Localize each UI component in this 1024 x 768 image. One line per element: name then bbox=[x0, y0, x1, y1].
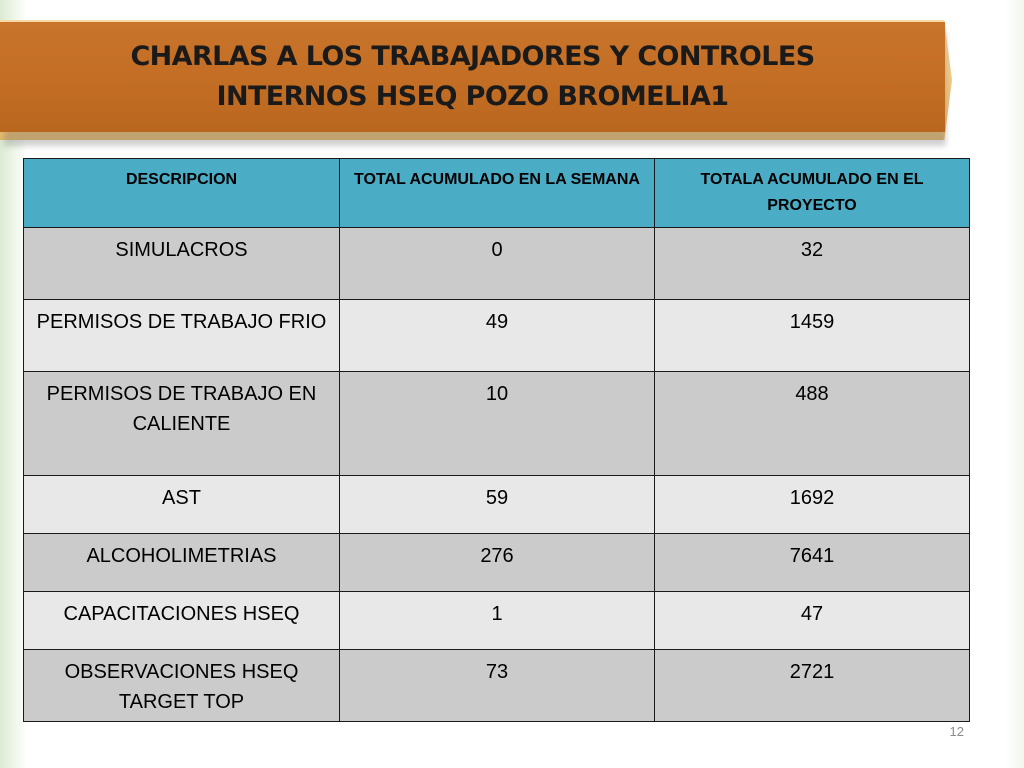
cell-proyecto: 47 bbox=[655, 592, 970, 650]
cell-proyecto: 1692 bbox=[655, 476, 970, 534]
cell-semana: 0 bbox=[340, 228, 655, 300]
table-row bbox=[24, 228, 970, 300]
table-row bbox=[24, 534, 970, 592]
table-row bbox=[24, 300, 970, 372]
cell-descripcion: ALCOHOLIMETRIAS bbox=[24, 534, 340, 592]
title-banner bbox=[0, 22, 945, 132]
slide-title-line-1: CHARLAS A LOS TRABAJADORES Y CONTROLES bbox=[130, 41, 815, 72]
header-total-proyecto: TOTALA ACUMULADO EN EL PROYECTO bbox=[655, 159, 970, 228]
cell-descripcion: OBSERVACIONES HSEQ TARGET TOP bbox=[24, 650, 340, 722]
table-row bbox=[24, 372, 970, 476]
cell-descripcion: PERMISOS DE TRABAJO FRIO bbox=[24, 300, 340, 372]
table-header-row bbox=[24, 159, 970, 228]
table-row bbox=[24, 476, 970, 534]
cell-proyecto: 1459 bbox=[655, 300, 970, 372]
right-decorative-edge bbox=[1006, 0, 1024, 768]
page-number: 12 bbox=[949, 724, 964, 739]
cell-semana: 10 bbox=[340, 372, 655, 476]
cell-semana: 73 bbox=[340, 650, 655, 722]
cell-semana: 59 bbox=[340, 476, 655, 534]
cell-descripcion: PERMISOS DE TRABAJO EN CALIENTE bbox=[24, 372, 340, 476]
slide-title-line-2: INTERNOS HSEQ POZO BROMELIA1 bbox=[216, 81, 729, 112]
cell-semana: 276 bbox=[340, 534, 655, 592]
cell-descripcion: AST bbox=[24, 476, 340, 534]
cell-proyecto: 32 bbox=[655, 228, 970, 300]
cell-proyecto: 488 bbox=[655, 372, 970, 476]
table-row bbox=[24, 650, 970, 722]
cell-proyecto: 7641 bbox=[655, 534, 970, 592]
header-descripcion: DESCRIPCION bbox=[24, 159, 340, 228]
table-row bbox=[24, 592, 970, 650]
cell-semana: 1 bbox=[340, 592, 655, 650]
header-total-semana: TOTAL ACUMULADO EN LA SEMANA bbox=[340, 159, 655, 228]
cell-descripcion: SIMULACROS bbox=[24, 228, 340, 300]
cell-semana: 49 bbox=[340, 300, 655, 372]
hseq-summary-table bbox=[23, 158, 970, 722]
cell-descripcion: CAPACITACIONES HSEQ bbox=[24, 592, 340, 650]
cell-proyecto: 2721 bbox=[655, 650, 970, 722]
